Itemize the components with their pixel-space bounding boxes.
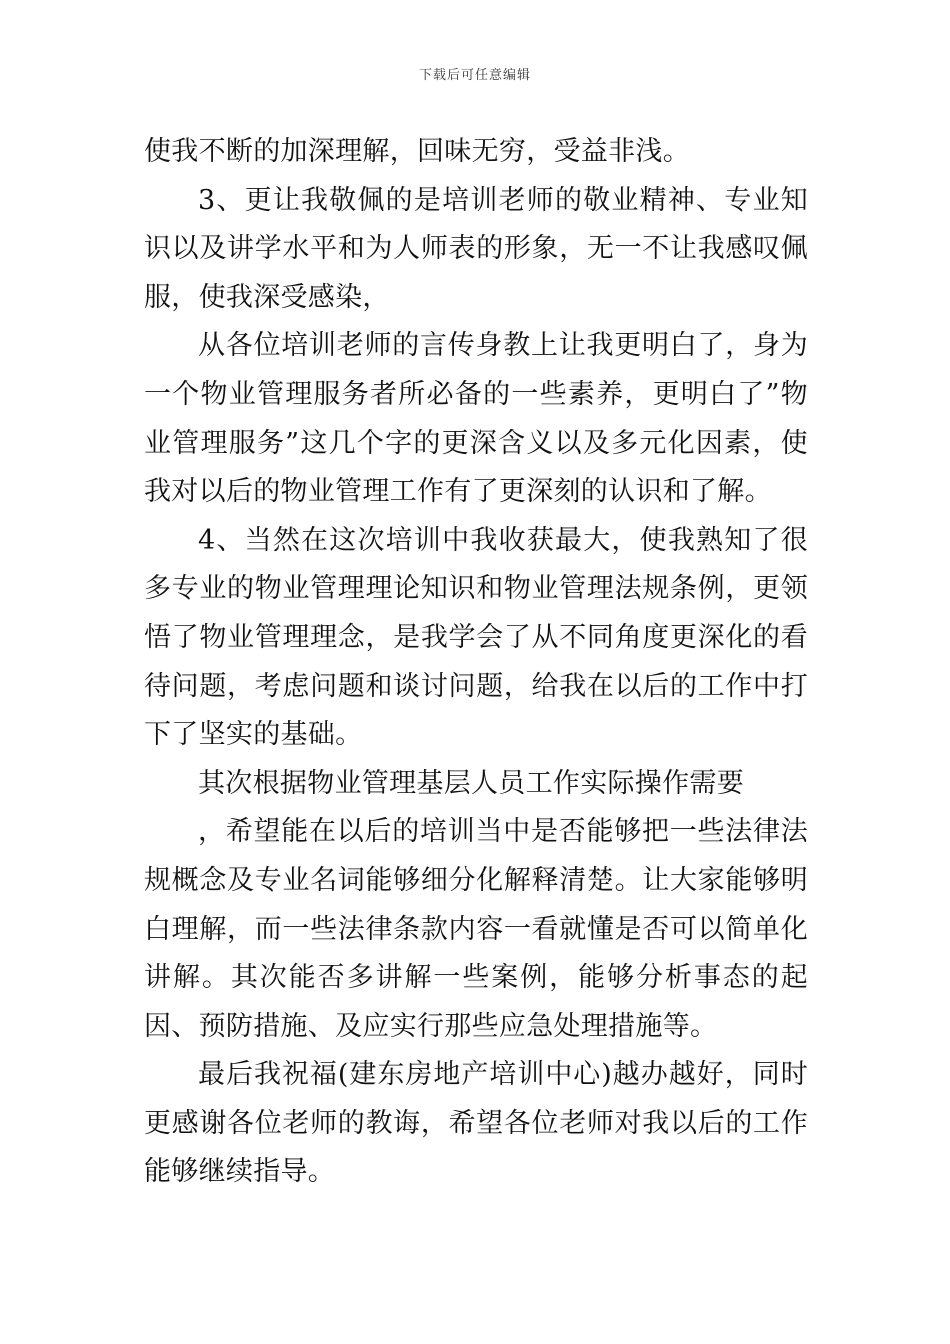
paragraph-2: 3、更让我敬佩的是培训老师的敬业精神、专业知识以及讲学水平和为人师表的形象，无一不让我感叹佩服，使我深受感染，: [144, 184, 808, 313]
paragraph-4: 4、当然在这次培训中我收获最大，使我熟知了很多专业的物业管理理论知识和物业管理法规条例，更领悟了物业管理理念，是我学会了从不同角度更深化的看待问题，考虑问题和谈讨问题，给我在以后的工作中打下了坚实的基础。: [144, 524, 808, 751]
paragraph-5: 其次根据物业管理基层人员工作实际操作需要: [198, 767, 744, 799]
document-body: [144, 128, 808, 1197]
page-header: 下载后可任意编辑: [418, 68, 531, 83]
paragraph-3: 从各位培训老师的言传身教上让我更明白了，身为一个物业管理服务者所必备的一些素养，更明白了”物业管理服务”这几个字的更深含义以及多元化因素，使我对以后的物业管理工作有了更深刻的认识和了解。: [144, 330, 808, 508]
paragraph-6: ，希望能在以后的培训当中是否能够把一些法律法规概念及专业名词能够细分化解释清楚。让大家能够明白理解，而一些法律条款内容一看就懂是否可以简单化讲解。其次能否多讲解一些案例，能够分析事态的起因、预防措施、及应实行那些应急处理措施等。: [144, 816, 808, 1042]
paragraph-1: 使我不断的加深理解，回味无穷，受益非浅。: [144, 136, 690, 167]
paragraph-7: 最后我祝福(建东房地产培训中心)越办越好，同时更感谢各位老师的教诲，希望各位老师对我以后的工作能够继续指导。: [144, 1059, 808, 1188]
